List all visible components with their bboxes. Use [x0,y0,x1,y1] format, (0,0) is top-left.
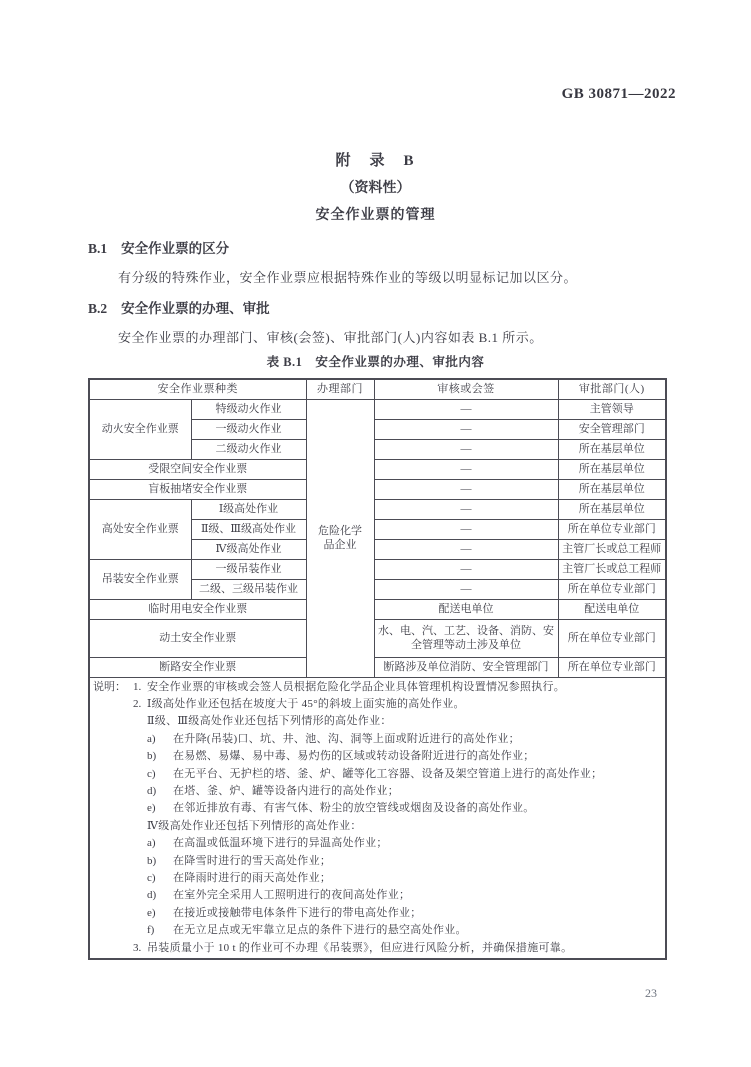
appendix-title-line2: （资料性） [340,181,411,196]
section-b2-number: B.2 [88,301,108,316]
cell-approve: 所在基层单位 [558,459,666,479]
cell-kind: 临时用电安全作业票 [89,599,306,619]
note-line: d) 在塔、釜、炉、罐等设备内进行的高处作业； [147,784,399,797]
cell-approve: 安全管理部门 [558,419,666,439]
note-line: 3. 吊装质量小于 10 t 的作业可不办理《吊装票》，但应进行风险分析，并确保措施可靠。 [133,941,573,954]
cell-review: 配送电单位 [374,599,558,619]
note-line: b) 在降雪时进行的雪天高处作业； [147,854,332,867]
note-line: Ⅳ级高处作业还包括下列情形的高处作业： [147,819,362,832]
permit-table [88,378,667,960]
cell-approve: 主管厂长或总工程师 [558,539,666,559]
cell-kind: 受限空间安全作业票 [89,459,306,479]
cell-sub: 一级吊装作业 [191,559,306,579]
cell-review: 断路涉及单位消防、安全管理部门 [374,657,558,677]
cell-group-diaozhuang: 吊装安全作业票 [89,559,191,599]
standard-number: GB 30871—2022 [561,86,676,102]
cell-review: 水、电、汽、工艺、设备、消防、安全管理等动土涉及单位 [374,619,558,657]
cell-kind: 动土安全作业票 [89,619,306,657]
cell-approve: 所在基层单位 [558,479,666,499]
cell-approve: 所在单位专业部门 [558,519,666,539]
table-b1 [88,378,667,960]
cell-sub: 一级动火作业 [191,419,306,439]
cell-approve: 主管厂长或总工程师 [558,559,666,579]
table-row [89,559,666,579]
cell-review: — [374,459,558,479]
cell-review: — [374,419,558,439]
cell-sub: 二级、三级吊装作业 [191,579,306,599]
table-row [89,599,666,619]
cell-approve: 所在基层单位 [558,439,666,459]
header-approve: 审批部门(人) [558,379,666,399]
header-review: 审核或会签 [374,379,558,399]
cell-review: — [374,559,558,579]
note-line: e) 在邻近排放有毒、有害气体、粉尘的放空管线或烟囱及设备的高处作业。 [147,802,535,815]
appendix-title-block [0,148,751,229]
page-number: 23 [645,986,657,1000]
cell-sub: Ⅱ级、Ⅲ级高处作业 [191,519,306,539]
cell-approve: 所在单位专业部门 [558,657,666,677]
table-notes [89,677,666,959]
note-line: f) 在无立足点或无牢靠立足点的条件下进行的悬空高处作业。 [147,924,467,937]
cell-group-donghuo: 动火安全作业票 [89,399,191,459]
cell-approve: 配送电单位 [558,599,666,619]
section-b1-title: 安全作业票的区分 [121,241,230,256]
appendix-title-line3: 安全作业票的管理 [315,208,436,223]
note-line: 说明： 1. 安全作业票的审核或会签人员根据危险化学品企业具体管理机构设置情况参照执行。 [93,679,662,696]
section-b2-heading [88,297,270,317]
cell-handle-entity: 危险化学品企业 [306,399,374,677]
cell-review: — [374,539,558,559]
section-b2-title: 安全作业票的办理、审批 [121,301,270,316]
cell-sub: Ⅳ级高处作业 [191,539,306,559]
note-line: d) 在室外完全采用人工照明进行的夜间高处作业； [147,889,411,902]
cell-approve: 主管领导 [558,399,666,419]
cell-sub: 特级动火作业 [191,399,306,419]
table-row [89,499,666,519]
table-row [89,399,666,419]
note-line: a) 在高温或低温环境下进行的异温高处作业； [147,837,388,850]
table-row [89,479,666,499]
cell-group-gaochu: 高处安全作业票 [89,499,191,559]
table-row [89,459,666,479]
note-line: Ⅱ级、Ⅲ级高处作业还包括下列情形的高处作业： [147,715,392,728]
note-line: c) 在降雨时进行的雨天高处作业； [147,871,332,884]
cell-approve: 所在单位专业部门 [558,579,666,599]
note-line: e) 在接近或接触带电体条件下进行的带电高处作业； [147,906,422,919]
table-header-row [89,379,666,399]
notes-label: 说明： [93,680,126,693]
section-b1-paragraph: 有分级的特殊作业，安全作业票应根据特殊作业的等级以明显标记加以区分。 [118,270,578,285]
note-line: a) 在升降(吊装)口、坑、井、池、沟、洞等上面或附近进行的高处作业； [147,732,520,745]
note-line: c) 在无平台、无护栏的塔、釜、炉、罐等化工容器、设备及架空管道上进行的高处作业； [147,767,603,780]
table-notes-row [89,677,666,959]
table-caption: 表 B.1 安全作业票的办理、审批内容 [266,355,485,369]
appendix-title-line1: 附 录 B [335,153,416,169]
cell-approve: 所在基层单位 [558,499,666,519]
cell-review: — [374,519,558,539]
table-row [89,619,666,657]
header-handle: 办理部门 [306,379,374,399]
section-b2-paragraph: 安全作业票的办理部门、审核(会签)、审批部门(人)内容如表 B.1 所示。 [118,330,543,345]
cell-review: — [374,399,558,419]
cell-review: — [374,579,558,599]
section-b1-heading [88,237,229,257]
cell-review: — [374,479,558,499]
cell-approve: 所在单位专业部门 [558,619,666,657]
section-b1-number: B.1 [88,241,108,256]
note-line: b) 在易燃、易爆、易中毒、易灼伤的区域或转动设备附近进行的高处作业； [147,750,535,763]
cell-sub: Ⅰ级高处作业 [191,499,306,519]
table-row [89,657,666,677]
cell-review: — [374,439,558,459]
note-line: 2. Ⅰ级高处作业还包括在坡度大于 45°的斜坡上面实施的高处作业。 [133,697,465,710]
cell-sub: 二级动火作业 [191,439,306,459]
cell-kind: 盲板抽堵安全作业票 [89,479,306,499]
cell-review: — [374,499,558,519]
cell-kind: 断路安全作业票 [89,657,306,677]
header-kind: 安全作业票种类 [89,379,306,399]
